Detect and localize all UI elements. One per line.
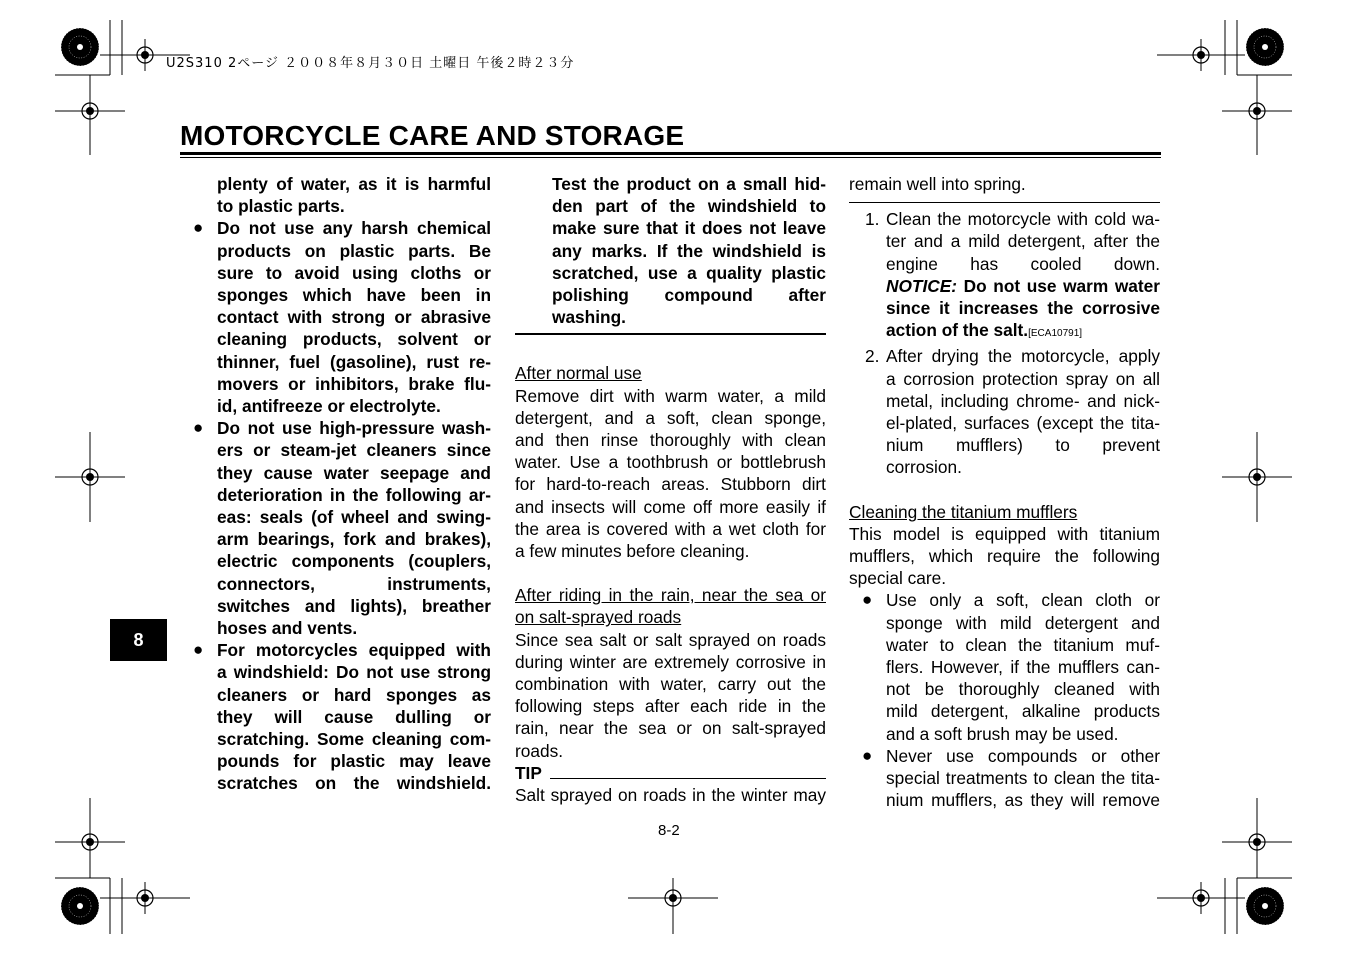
text-line: connectors, instruments, <box>217 573 491 594</box>
text-line: This model is equipped with titanium <box>849 523 1160 544</box>
text-line: sure to avoid using cloths or <box>217 262 491 283</box>
text-line: combination with water, carry out the <box>515 674 826 695</box>
text-line: Remove dirt with warm water, a mild <box>515 385 826 406</box>
text-line: mild detergent, alkaline products <box>886 701 1160 722</box>
text-line: flers. However, if the mufflers can- <box>886 657 1160 678</box>
tip-end-rule <box>849 202 1160 203</box>
text-line: ers or steam-jet cleaners since <box>217 440 491 461</box>
notice-label: NOTICE: <box>886 275 958 296</box>
text-line: corrosion. <box>886 457 962 478</box>
text-line: After drying the motorcycle, apply <box>886 346 1160 367</box>
text-line: Test the product on a small hid- <box>552 174 826 194</box>
text-line: plenty of water, as it is harmful <box>217 174 491 194</box>
text-line: Salt sprayed on roads in the winter may <box>515 785 826 806</box>
text-line: hoses and vents. <box>217 618 358 639</box>
text-line: products on plastic parts. Be <box>217 240 491 261</box>
text-line: Since sea salt or salt sprayed on roads <box>515 629 826 650</box>
notice-continuation <box>515 173 826 328</box>
bullet-icon: ● <box>862 590 873 610</box>
notice-text: Do not use warm water <box>963 275 1160 296</box>
text-line: any marks. If the windshield is <box>552 240 826 261</box>
text-line: they cause water seepage and <box>217 462 491 483</box>
bullet-item <box>862 589 1160 744</box>
text-line: arm bearings, fork and brakes), <box>217 529 491 550</box>
step-item <box>849 345 1160 478</box>
bullet-item <box>193 639 491 794</box>
star-wheel-mark-br <box>1246 887 1284 925</box>
text-line: mufflers, which require the following <box>849 546 1160 567</box>
text-line: washing. <box>552 307 626 328</box>
bullet-item <box>193 417 491 639</box>
text-line: detergent, and a soft, clean sponge, <box>515 407 826 428</box>
text-line: thinner, fuel (gasoline), rust re- <box>217 351 491 372</box>
text-line: Use only a soft, clean cloth or <box>886 590 1160 611</box>
text-line: and a soft brush may be used. <box>886 723 1119 744</box>
text-line: metal, including chrome- and nick- <box>886 390 1160 411</box>
step-item <box>849 208 1160 345</box>
text-line: to plastic parts. <box>217 196 345 217</box>
text-line: polishing compound after <box>552 285 826 306</box>
chapter-tab: 8 <box>110 619 167 661</box>
text-line: following steps after each ride in the <box>515 696 826 717</box>
text-line: cleaning products, solvent or <box>217 329 491 350</box>
text-line: a few minutes before cleaning. <box>515 541 750 562</box>
text-line: id, antifreeze or electrolyte. <box>217 396 441 417</box>
notice-line: since it increases the corrosive <box>886 298 1160 319</box>
print-header-info: U2S310 2ページ ２００８年８月３０日 土曜日 午後２時２３分 <box>166 56 575 71</box>
section-heading: After normal use <box>515 363 642 384</box>
text-line: special treatments to clean the tita- <box>886 768 1160 789</box>
text-line: Do not use any harsh chemical <box>217 218 491 239</box>
title-rule-thin <box>180 157 1161 158</box>
step-number: 2. <box>865 346 880 367</box>
section-heading: After riding in the rain, near the sea or <box>515 585 826 606</box>
bullet-icon: ● <box>193 640 204 660</box>
bullet-item <box>862 745 1160 812</box>
text-line: sponges which have been in <box>217 285 491 306</box>
page-title: MOTORCYCLE CARE AND STORAGE <box>180 120 685 151</box>
text-line: the area is covered with a wet cloth for <box>515 518 826 539</box>
bullet-icon: ● <box>862 745 873 765</box>
text-line: special care. <box>849 568 947 589</box>
notice-line <box>886 319 1160 345</box>
tip-label: TIP <box>515 762 542 783</box>
text-line: deterioration in the following ar- <box>217 484 491 505</box>
text-line: den part of the windshield to <box>552 196 826 217</box>
notice-code: [ECA10791] <box>1028 328 1083 340</box>
text-line: for hard-to-reach areas. Stubborn dirt <box>515 474 826 495</box>
text-line: Do not use high-pressure wash- <box>217 418 491 439</box>
text-line: during winter are extremely corrosive in <box>515 651 826 672</box>
text-line: el-plated, surfaces (except the tita- <box>886 413 1160 434</box>
tip-heading <box>515 762 826 784</box>
section-heading: Cleaning the titanium mufflers <box>849 501 1078 522</box>
text-line: remain well into spring. <box>849 174 1026 194</box>
text-line: nium mufflers, as they will remove <box>886 790 1160 811</box>
text-line: a windshield: Do not use strong <box>217 662 491 683</box>
star-wheel-mark-tr <box>1246 28 1284 66</box>
text-line: scratches on the windshield. <box>217 773 491 794</box>
text-line: scratched, use a quality plastic <box>552 262 826 283</box>
star-wheel-mark-tl <box>61 28 99 66</box>
text-line: engine has cooled down. <box>886 253 1160 274</box>
text-line: they will cause dulling or <box>217 706 491 727</box>
text-line: water to clean the titanium muf- <box>886 634 1160 655</box>
text-line: and insects will come off more easily if <box>515 496 826 517</box>
text-line: rain, near the sea or on salt-sprayed <box>515 718 826 739</box>
text-line: cleaners or hard sponges as <box>217 684 491 705</box>
bullet-item <box>193 217 491 417</box>
notice-text: action of the salt. <box>886 320 1029 341</box>
text-line: switches and lights), breather <box>217 595 491 616</box>
page-number: 8-2 <box>658 822 680 839</box>
text-line: scratching. Some cleaning com- <box>217 729 491 750</box>
text-line: water. Use a toothbrush or bottlebrush <box>515 452 826 473</box>
bullet-icon: ● <box>193 218 204 238</box>
text-line: sponge with mild detergent and <box>886 612 1160 633</box>
bullet-icon: ● <box>193 418 204 438</box>
text-line: eas: seals (of wheel and swing- <box>217 507 491 528</box>
text-line: movers or inhibitors, brake flu- <box>217 373 491 394</box>
text-line: make sure that it does not leave <box>552 218 826 239</box>
column-2 <box>515 173 826 806</box>
tip-rule <box>550 778 826 779</box>
section-heading: on salt-sprayed roads <box>515 607 682 628</box>
text-line: ter and a mild detergent, after the <box>886 231 1160 252</box>
notice-line <box>886 275 1160 297</box>
text-line: a corrosion protection spray on all <box>886 368 1160 389</box>
text-line: For motorcycles equipped with <box>217 640 491 661</box>
text-line: pounds for plastic may leave <box>217 751 491 772</box>
text-line: Clean the motorcycle with cold wa- <box>886 209 1160 230</box>
star-wheel-mark-bl <box>61 887 99 925</box>
text-line: Never use compounds or other <box>886 745 1160 766</box>
text-line: contact with strong or abrasive <box>217 307 491 328</box>
text-line: electric components (couplers, <box>217 551 491 572</box>
text-line: roads. <box>515 740 564 761</box>
step-number: 1. <box>865 209 880 230</box>
text-line: not be thoroughly cleaned with <box>886 679 1160 700</box>
column-3 <box>849 173 1160 811</box>
column-1 <box>193 173 491 795</box>
text-line: and then rinse thoroughly with clean <box>515 430 826 451</box>
title-rule <box>180 152 1161 155</box>
text-line: nium mufflers) to prevent <box>886 435 1160 456</box>
